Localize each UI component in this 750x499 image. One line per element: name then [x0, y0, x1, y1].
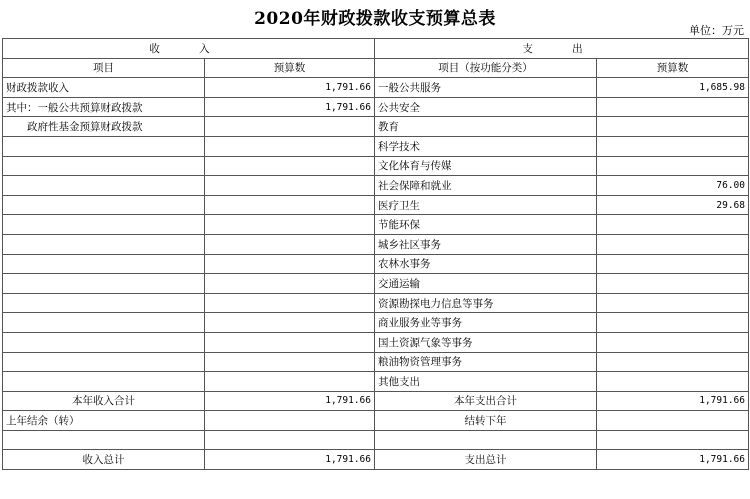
income-item: [3, 195, 205, 215]
income-item: 其中：一般公共预算财政拨款: [3, 97, 205, 117]
budget-table: [2, 38, 749, 470]
income-item: [3, 352, 205, 372]
income-item: 政府性基金预算财政拨款: [3, 117, 205, 137]
carry-row: [3, 411, 749, 431]
expense-item: 农林水事务: [375, 254, 597, 274]
table-row: [3, 156, 749, 176]
income-item: 财政拨款收入: [3, 78, 205, 98]
table-row: [3, 352, 749, 372]
expense-value: 29.68: [597, 195, 749, 215]
expense-item: 资源勘探电力信息等事务: [375, 293, 597, 313]
table-row: [3, 372, 749, 392]
expense-item: 医疗卫生: [375, 195, 597, 215]
blank-cell: [3, 430, 205, 450]
income-value: [205, 234, 375, 254]
income-value: [205, 254, 375, 274]
expense-value: [597, 156, 749, 176]
income-item: [3, 274, 205, 294]
income-grand-total-label: 收入总计: [3, 450, 205, 470]
expense-value: [597, 117, 749, 137]
page-title: 2020年财政拨款收支预算总表: [254, 9, 496, 29]
income-value: [205, 352, 375, 372]
year-total-row: [3, 391, 749, 411]
carry-in-value: [205, 411, 375, 431]
table-row: [3, 274, 749, 294]
income-value: [205, 293, 375, 313]
blank-cell: [375, 430, 597, 450]
expense-value: [597, 274, 749, 294]
table-row: [3, 313, 749, 333]
income-value: [205, 332, 375, 352]
expense-item-header: 项目（按功能分类）: [375, 58, 597, 78]
expense-value: [597, 234, 749, 254]
income-value: 1,791.66: [205, 78, 375, 98]
table-row: [3, 78, 749, 98]
carry-in-label: 上年结余（转）: [3, 411, 205, 431]
expense-item: 城乡社区事务: [375, 234, 597, 254]
income-value: 1,791.66: [205, 97, 375, 117]
table-row: [3, 293, 749, 313]
blank-cell: [205, 430, 375, 450]
blank-row: [3, 430, 749, 450]
income-item: [3, 254, 205, 274]
expense-value: [597, 372, 749, 392]
expense-year-total-label: 本年支出合计: [375, 391, 597, 411]
income-item: [3, 136, 205, 156]
income-year-total-label: 本年收入合计: [3, 391, 205, 411]
income-value: [205, 372, 375, 392]
expense-grand-total-label: 支出总计: [375, 450, 597, 470]
income-item: [3, 234, 205, 254]
expense-item: 交通运输: [375, 274, 597, 294]
income-year-total: 1,791.66: [205, 391, 375, 411]
expense-item: 粮油物资管理事务: [375, 352, 597, 372]
income-item: [3, 313, 205, 333]
table-row: [3, 195, 749, 215]
income-budget-header: 预算数: [205, 58, 375, 78]
expense-item: 教育: [375, 117, 597, 137]
income-section-header: 收 入: [3, 39, 375, 59]
expense-value: [597, 254, 749, 274]
income-value: [205, 156, 375, 176]
expense-item: 其他支出: [375, 372, 597, 392]
expense-budget-header: 预算数: [597, 58, 749, 78]
income-item: [3, 215, 205, 235]
income-item-header: 项目: [3, 58, 205, 78]
expense-item: 商业服务业等事务: [375, 313, 597, 333]
expense-value: [597, 352, 749, 372]
expense-item: 国土资源气象等事务: [375, 332, 597, 352]
expense-item: 科学技术: [375, 136, 597, 156]
income-item: [3, 293, 205, 313]
income-value: [205, 215, 375, 235]
expense-item: 节能环保: [375, 215, 597, 235]
income-item: [3, 332, 205, 352]
income-value: [205, 176, 375, 196]
income-value: [205, 136, 375, 156]
income-value: [205, 274, 375, 294]
expense-section-header: 支 出: [375, 39, 749, 59]
income-value: [205, 195, 375, 215]
expense-value: [597, 215, 749, 235]
income-value: [205, 117, 375, 137]
expense-value: 76.00: [597, 176, 749, 196]
expense-item: 一般公共服务: [375, 78, 597, 98]
expense-item: 社会保障和就业: [375, 176, 597, 196]
blank-cell: [597, 430, 749, 450]
table-row: [3, 332, 749, 352]
table-row: [3, 215, 749, 235]
table-row: [3, 117, 749, 137]
income-value: [205, 313, 375, 333]
table-row: [3, 234, 749, 254]
expense-item: 公共安全: [375, 97, 597, 117]
table-row: [3, 97, 749, 117]
expense-value: [597, 293, 749, 313]
expense-value: [597, 313, 749, 333]
expense-year-total: 1,791.66: [597, 391, 749, 411]
unit-label: 单位：万元: [689, 24, 744, 37]
income-item: [3, 176, 205, 196]
table-row: [3, 254, 749, 274]
table-row: [3, 136, 749, 156]
expense-grand-total: 1,791.66: [597, 450, 749, 470]
table-row: [3, 176, 749, 196]
carry-out-value: [597, 411, 749, 431]
expense-value: [597, 97, 749, 117]
expense-value: 1,685.98: [597, 78, 749, 98]
income-item: [3, 156, 205, 176]
column-header-row: [3, 58, 749, 78]
expense-value: [597, 332, 749, 352]
income-grand-total: 1,791.66: [205, 450, 375, 470]
grand-total-row: [3, 450, 749, 470]
expense-value: [597, 136, 749, 156]
income-item: [3, 372, 205, 392]
carry-out-label: 结转下年: [375, 411, 597, 431]
section-header-row: [3, 39, 749, 59]
expense-item: 文化体育与传媒: [375, 156, 597, 176]
